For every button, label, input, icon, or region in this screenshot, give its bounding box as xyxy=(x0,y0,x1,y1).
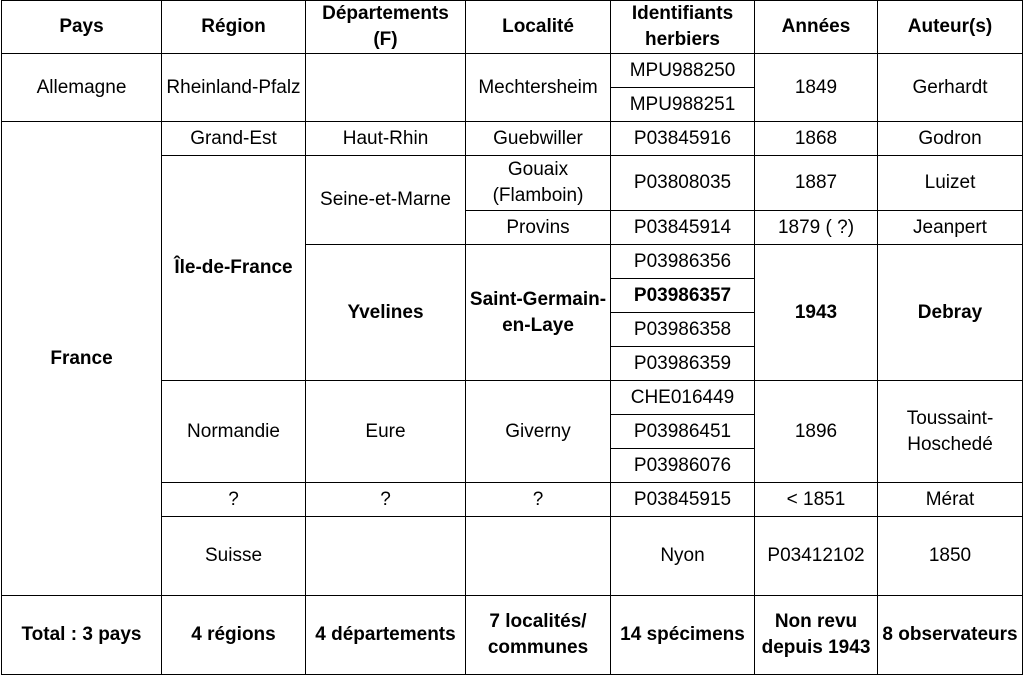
cell-annee: 1943 xyxy=(755,245,878,381)
cell-identifiant: P03808035 xyxy=(611,156,755,211)
cell-identifiant: P03986357 xyxy=(611,279,755,313)
table-row xyxy=(2,54,1023,88)
cell-identifiant: P03845915 xyxy=(611,483,755,517)
total-departements: 4 départements xyxy=(306,596,466,675)
cell-region: Île-de-France xyxy=(162,156,306,381)
header-auteurs: Auteur(s) xyxy=(878,1,1023,54)
cell-localite: Saint-Germain-en-Laye xyxy=(466,245,611,381)
cell-identifiant: P03845916 xyxy=(611,122,755,156)
cell-departement xyxy=(306,54,466,122)
cell-auteur: Luizet xyxy=(878,156,1023,211)
total-localites: 7 localités/ communes xyxy=(466,596,611,675)
total-specimens: 14 spécimens xyxy=(611,596,755,675)
total-pays: Total : 3 pays xyxy=(2,596,162,675)
cell-region: Normandie xyxy=(162,381,306,483)
cell-auteur: Godron xyxy=(878,122,1023,156)
cell-identifiant: P03845914 xyxy=(611,211,755,245)
cell-auteur: Jeanpert xyxy=(878,211,1023,245)
cell-localite: Provins xyxy=(466,211,611,245)
cell-localite: ? xyxy=(466,483,611,517)
cell-identifiant: P03986451 xyxy=(611,415,755,449)
cell-region: ? xyxy=(162,483,306,517)
cell-pays: Suisse xyxy=(162,517,306,596)
header-annees: Années xyxy=(755,1,878,54)
cell-departement: ? xyxy=(306,483,466,517)
cell-departement: Yvelines xyxy=(306,245,466,381)
cell-identifiant: P03986356 xyxy=(611,245,755,279)
cell-localite: Giverny xyxy=(466,381,611,483)
cell-localite: Guebwiller xyxy=(466,122,611,156)
cell-departement: Seine-et-Marne xyxy=(306,156,466,245)
cell-departement: Haut-Rhin xyxy=(306,122,466,156)
cell-localite: Mechtersheim xyxy=(466,54,611,122)
cell-departement xyxy=(466,517,611,596)
total-row xyxy=(2,596,1023,675)
cell-annee: 1879 ( ?) xyxy=(755,211,878,245)
header-row xyxy=(2,1,1023,54)
cell-region: Rheinland-Pfalz xyxy=(162,54,306,122)
total-annees: Non revu depuis 1943 xyxy=(755,596,878,675)
cell-identifiant: P03986076 xyxy=(611,449,755,483)
cell-auteur: Mérat xyxy=(878,483,1023,517)
header-pays: Pays xyxy=(2,1,162,54)
cell-annee: 1887 xyxy=(755,156,878,211)
specimen-table xyxy=(1,0,1023,675)
cell-annee: 1849 xyxy=(755,54,878,122)
cell-identifiant: MPU988250 xyxy=(611,54,755,88)
cell-identifiant: P03412102 xyxy=(755,517,878,596)
cell-localite: Nyon xyxy=(611,517,755,596)
cell-identifiant: MPU988251 xyxy=(611,88,755,122)
cell-region: Grand-Est xyxy=(162,122,306,156)
total-observateurs: 8 observateurs xyxy=(878,596,1023,675)
header-region: Région xyxy=(162,1,306,54)
cell-region xyxy=(306,517,466,596)
cell-annee: 1896 xyxy=(755,381,878,483)
cell-localite: Gouaix (Flamboin) xyxy=(466,156,611,211)
cell-identifiant: CHE016449 xyxy=(611,381,755,415)
cell-pays: France xyxy=(2,122,162,596)
cell-auteur: Toussaint-Hoschedé xyxy=(878,381,1023,483)
cell-pays: Allemagne xyxy=(2,54,162,122)
cell-auteur: Gerhardt xyxy=(878,54,1023,122)
cell-annee: < 1851 xyxy=(755,483,878,517)
header-identifiants: Identifiants herbiers xyxy=(611,1,755,54)
total-regions: 4 régions xyxy=(162,596,306,675)
cell-identifiant: P03986359 xyxy=(611,347,755,381)
header-departements: Départements (F) xyxy=(306,1,466,54)
cell-identifiant: P03986358 xyxy=(611,313,755,347)
cell-annee: 1868 xyxy=(755,122,878,156)
cell-departement: Eure xyxy=(306,381,466,483)
cell-annee: 1850 xyxy=(878,517,1023,596)
header-localite: Localité xyxy=(466,1,611,54)
table-row xyxy=(2,122,1023,156)
cell-auteur: Debray xyxy=(878,245,1023,381)
